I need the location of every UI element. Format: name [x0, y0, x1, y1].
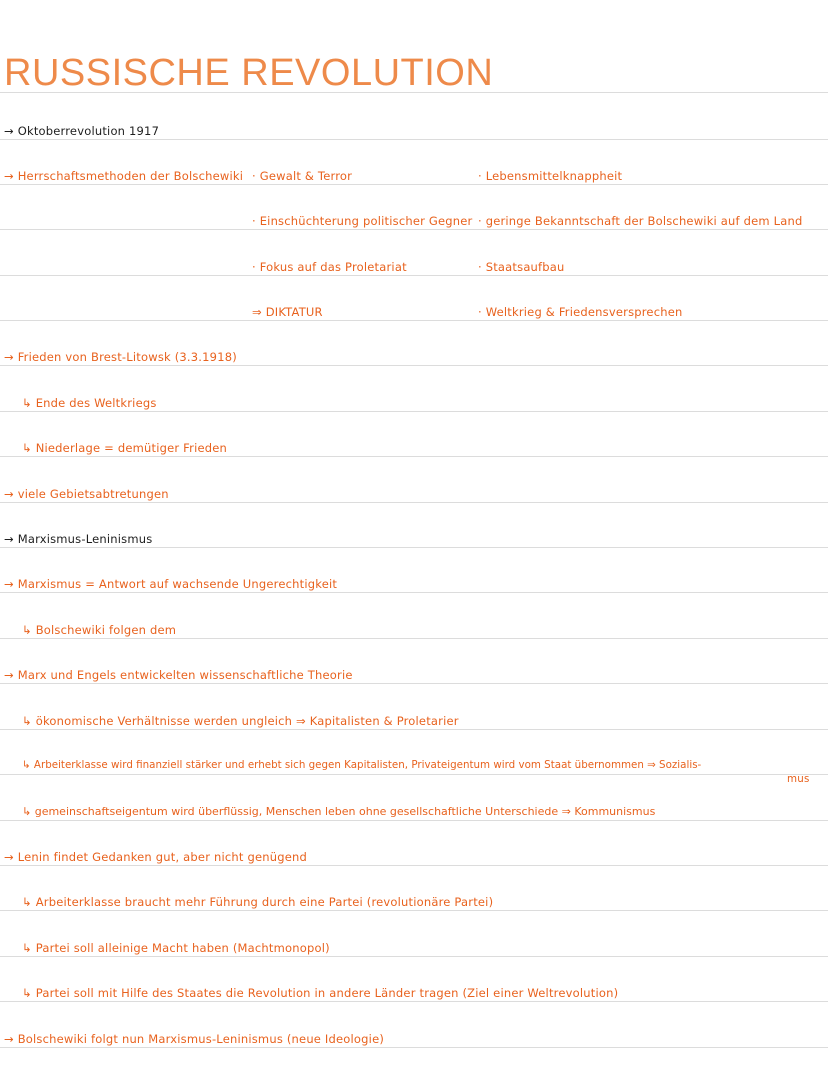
rule-line	[0, 774, 828, 775]
rule-line	[0, 1047, 828, 1048]
note-line-marx-engels: → Marx und Engels entwickelten wissenschaftliche Theorie	[4, 668, 353, 682]
note-line-lenin: → Lenin findet Gedanken gut, aber nicht genügend	[4, 850, 307, 864]
note-line-herrschaftsmethoden: → Herrschaftsmethoden der Bolschewiki	[4, 169, 244, 183]
arrow-icon: →	[4, 169, 14, 183]
rule-line	[0, 729, 828, 730]
note-line-brest: → Frieden von Brest-Litowsk (3.3.1918)	[4, 350, 237, 364]
bullet-lebensmittel: · Lebensmittelknappheit	[478, 169, 623, 183]
rule-line	[0, 456, 828, 457]
rule-line	[0, 638, 828, 639]
rule-line	[0, 320, 828, 321]
hook-arrow-icon: ↳	[22, 805, 32, 818]
page-title: RUSSISCHE REVOLUTION	[4, 52, 494, 94]
note-line-oktoberrevolution: → Oktoberrevolution 1917	[4, 124, 160, 138]
note-line-gemeinschaft: ↳ gemeinschaftseigentum wird überflüssig, Menschen leben ohne gesellschaftliche Unterschiede ⇒ Kommunismus	[22, 805, 656, 818]
rule-line	[0, 592, 828, 593]
arrow-icon: →	[4, 532, 14, 546]
note-line-machtmonopol: ↳ Partei soll alleinige Macht haben (Machtmonopol)	[22, 941, 330, 955]
arrow-icon: →	[4, 668, 14, 682]
rule-line	[0, 229, 828, 230]
rule-line	[0, 139, 828, 140]
hook-arrow-icon: ↳	[22, 986, 32, 1000]
arrow-icon: →	[4, 850, 14, 864]
note-line-weltrevolution: ↳ Partei soll mit Hilfe des Staates die Revolution in andere Länder tragen (Ziel einer Weltrevolution)	[22, 986, 619, 1000]
arrow-icon: →	[4, 577, 14, 591]
hook-arrow-icon: ↳	[22, 759, 31, 771]
arrow-icon: →	[4, 350, 14, 364]
rule-line	[0, 184, 828, 185]
bullet-diktatur: ⇒ DIKTATUR	[252, 305, 323, 319]
note-line-bolschewiki-folgt: → Bolschewiki folgt nun Marxismus-Leninismus (neue Ideologie)	[4, 1032, 385, 1046]
rule-line	[0, 275, 828, 276]
rule-line	[0, 820, 828, 821]
arrow-icon: →	[4, 124, 14, 138]
note-line-gebiete: → viele Gebietsabtretungen	[4, 487, 169, 501]
arrow-icon: →	[4, 1032, 14, 1046]
rule-line	[0, 365, 828, 366]
note-line-fuehrung: ↳ Arbeiterklasse braucht mehr Führung durch eine Partei (revolutionäre Partei)	[22, 895, 494, 909]
bullet-weltkrieg: · Weltkrieg & Friedensversprechen	[478, 305, 683, 319]
note-line-folgen: ↳ Bolschewiki folgen dem	[22, 623, 177, 637]
rule-line	[0, 1001, 828, 1002]
hook-arrow-icon: ↳	[22, 623, 32, 637]
bullet-fokus: · Fokus auf das Proletariat	[252, 260, 407, 274]
note-line-niederlage: ↳ Niederlage = demütiger Frieden	[22, 441, 228, 455]
hook-arrow-icon: ↳	[22, 714, 32, 728]
bullet-gewalt: · Gewalt & Terror	[252, 169, 353, 183]
note-line-oekonomisch: ↳ ökonomische Verhältnisse werden ungleich ⇒ Kapitalisten & Proletarier	[22, 714, 459, 728]
note-line-sozialismus-continuation: mus	[787, 773, 810, 785]
rule-line	[0, 865, 828, 866]
rule-line	[0, 411, 828, 412]
rule-line	[0, 910, 828, 911]
note-line-marx-antwort: → Marxismus = Antwort auf wachsende Ungerechtigkeit	[4, 577, 338, 591]
rule-line	[0, 502, 828, 503]
bullet-einschuechterung: · Einschüchterung politischer Gegner	[252, 214, 473, 228]
rule-line	[0, 956, 828, 957]
rule-line	[0, 683, 828, 684]
note-line-marxismus-leninismus: → Marxismus-Leninismus	[4, 532, 153, 546]
rule-line	[0, 547, 828, 548]
note-line-ende: ↳ Ende des Weltkriegs	[22, 396, 157, 410]
note-line-arbeiterklasse: ↳ Arbeiterklasse wird finanziell stärker und erhebt sich gegen Kapitalisten, Privateigentum wird vom Staat übernommen ⇒ Sozialis-	[22, 759, 702, 771]
hook-arrow-icon: ↳	[22, 441, 32, 455]
arrow-icon: →	[4, 487, 14, 501]
bullet-staatsaufbau: · Staatsaufbau	[478, 260, 565, 274]
bullet-bekanntschaft: · geringe Bekanntschaft der Bolschewiki auf dem Land	[478, 214, 803, 228]
hook-arrow-icon: ↳	[22, 396, 32, 410]
hook-arrow-icon: ↳	[22, 895, 32, 909]
hook-arrow-icon: ↳	[22, 941, 32, 955]
